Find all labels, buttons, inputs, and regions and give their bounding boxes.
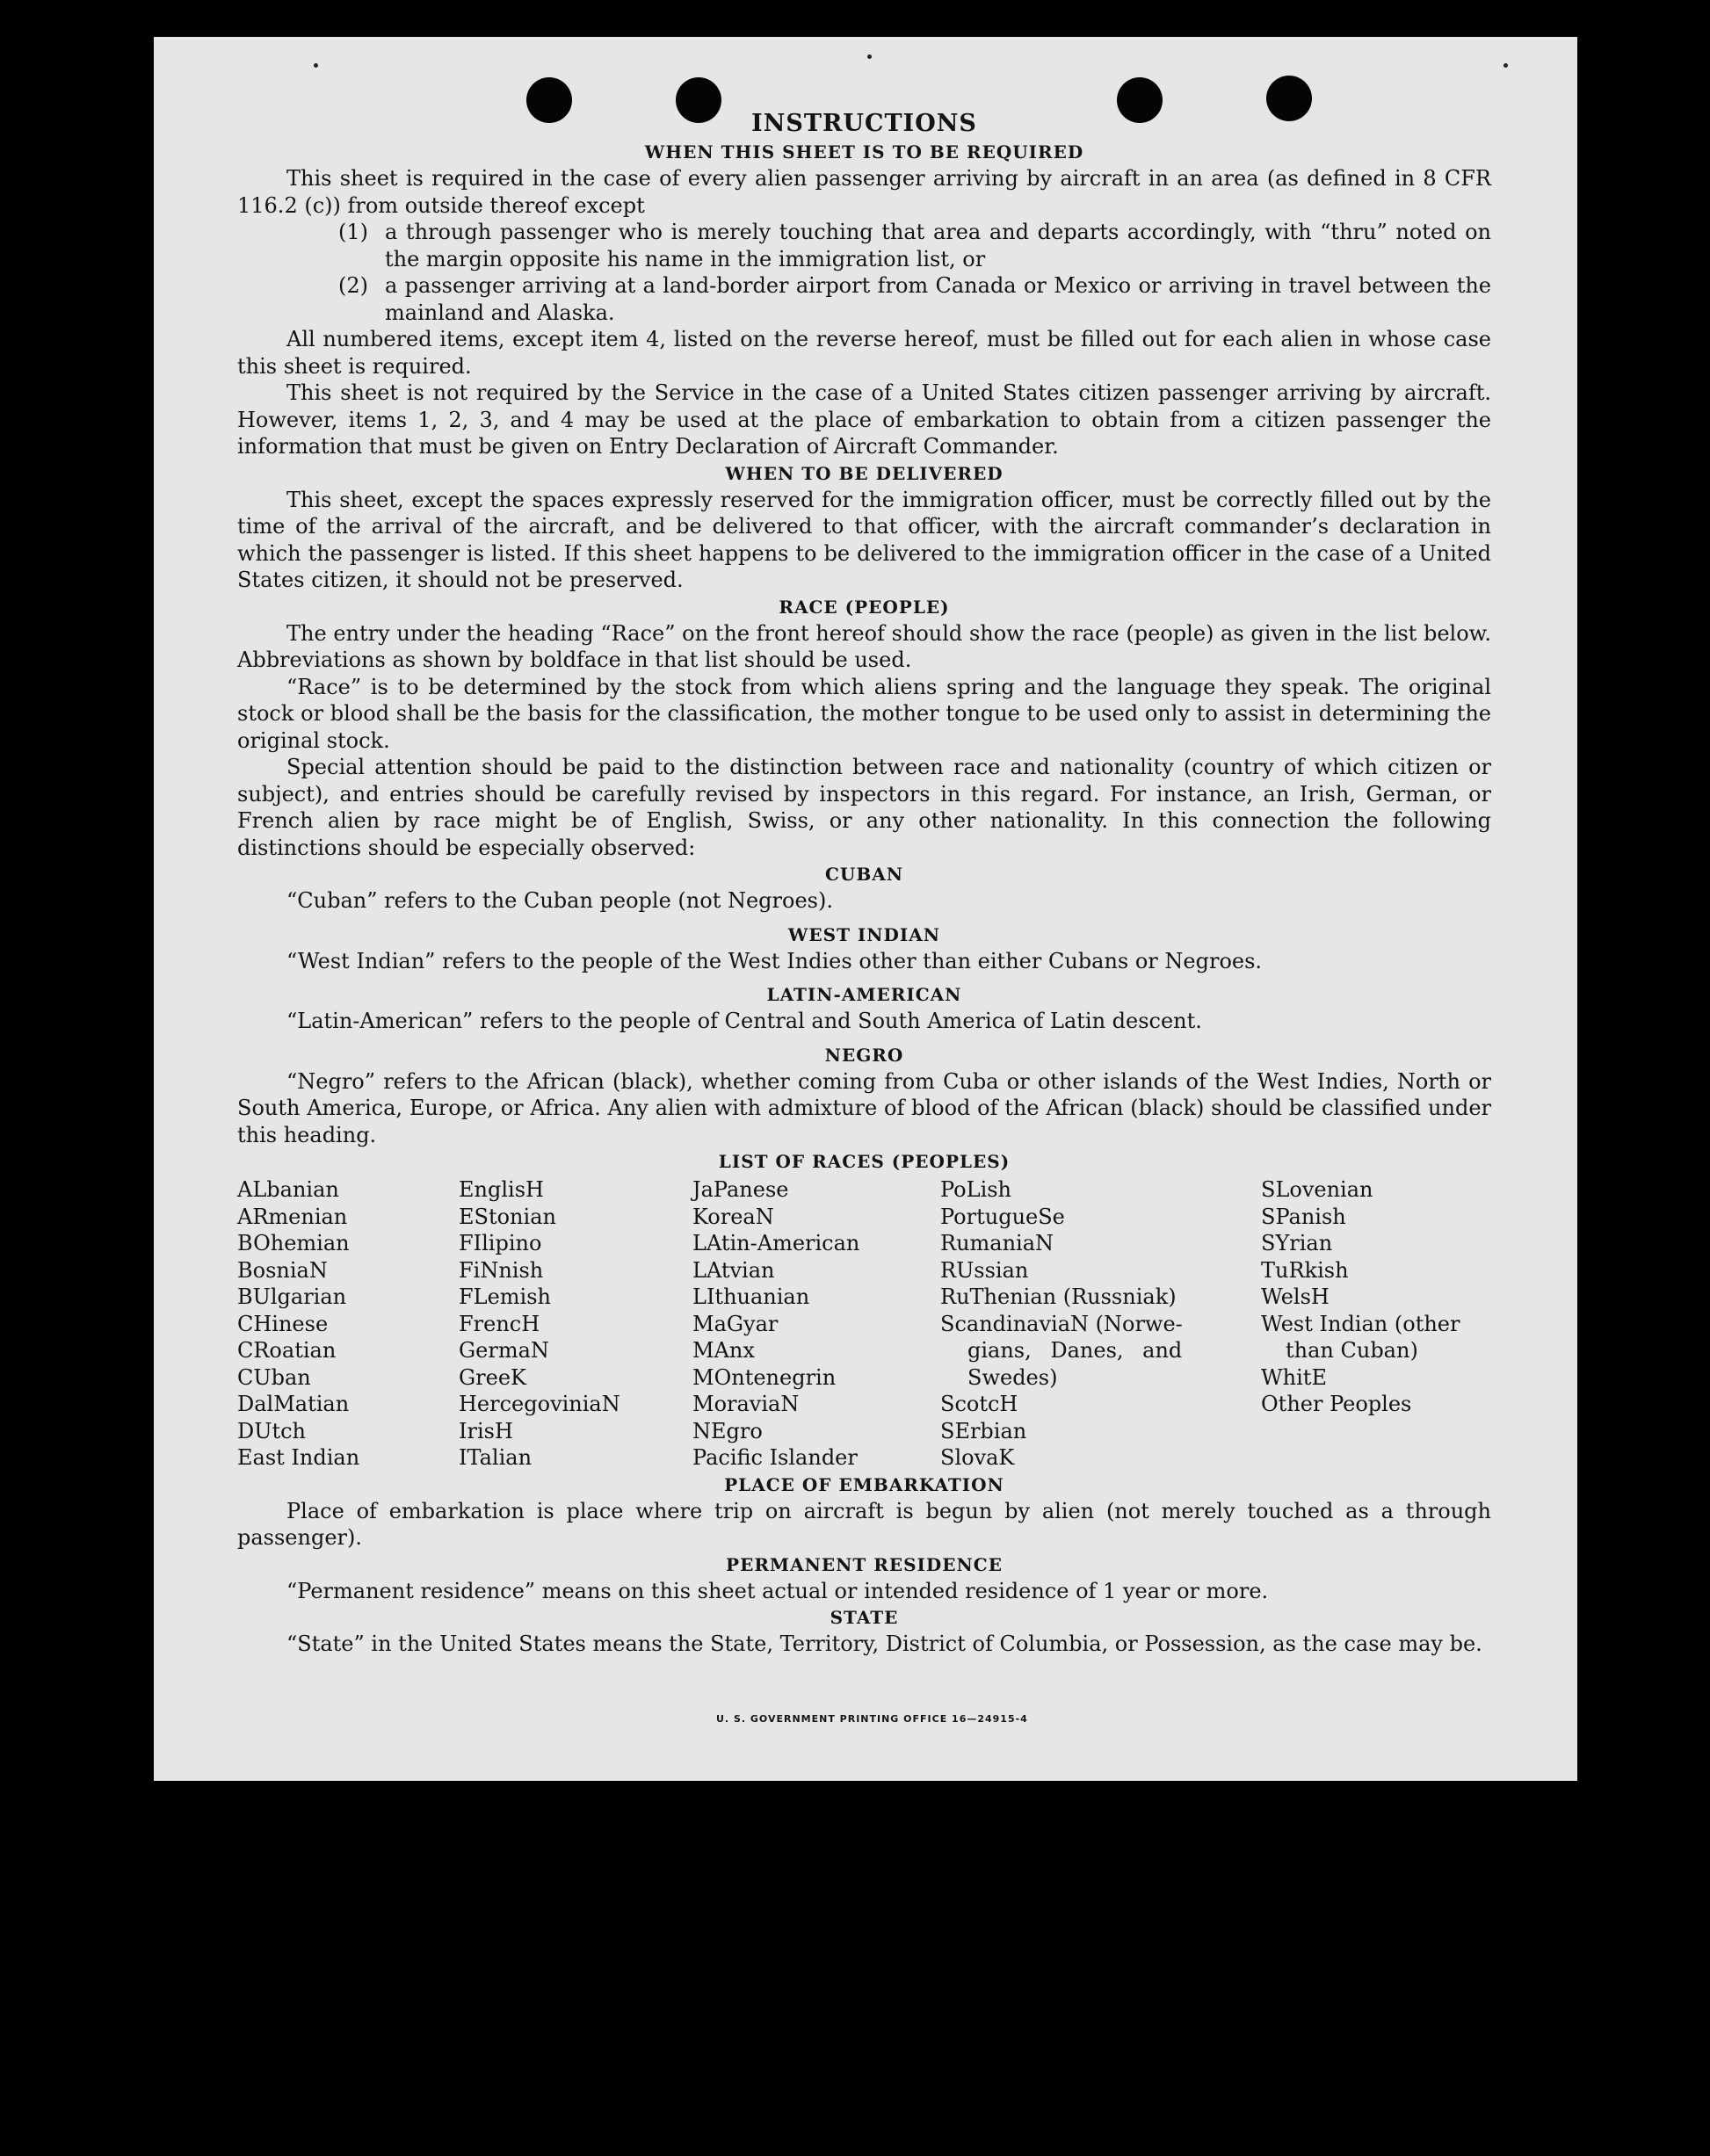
- race-entry: ITalian: [459, 1445, 533, 1470]
- page-title: INSTRUCTIONS: [751, 110, 977, 137]
- race-entry: WhitE: [1261, 1364, 1327, 1390]
- race-entry: ARmenian: [237, 1204, 348, 1229]
- race-entry: WelsH: [1261, 1284, 1330, 1309]
- heading-delivered: WHEN TO BE DELIVERED: [725, 462, 1004, 484]
- races-list: [237, 1176, 1491, 1472]
- races-column-3: [692, 1176, 940, 1472]
- race-entry: SYrian: [1261, 1231, 1333, 1255]
- heading-latin-american: LATIN-AMERICAN: [766, 984, 962, 1005]
- heading-embarkation: PLACE OF EMBARKATION: [724, 1473, 1004, 1495]
- races-column-4: [940, 1176, 1261, 1472]
- embarkation-para: Place of embarkation is place where trip on aircraft is begun by alien (not merely touched as a through passenger).: [237, 1498, 1491, 1550]
- west-indian-para: “West Indian” refers to the people of the West Indies other than either Cubans or Negroes.: [286, 948, 1263, 973]
- race-entry: TuRkish: [1261, 1257, 1349, 1283]
- race-entry: CRoatian: [237, 1338, 337, 1363]
- race-entry: CHinese: [237, 1311, 329, 1336]
- race-entry: SErbian: [940, 1418, 1027, 1443]
- printer-imprint: U. S. GOVERNMENT PRINTING OFFICE 16—24915-4: [716, 1713, 1028, 1725]
- races-column-2: [459, 1176, 692, 1472]
- cuban-para: “Cuban” refers to the Cuban people (not Negroes).: [286, 888, 833, 913]
- dust-speck: [867, 54, 872, 59]
- latin-american-para: “Latin-American” refers to the people of Central and South America of Latin descent.: [286, 1009, 1202, 1033]
- race-entry: MAnx: [692, 1338, 755, 1363]
- item-text: a passenger arriving at a land-border airport from Canada or Mexico or arriving in travel between the mainland and Alaska.: [385, 273, 1491, 325]
- race-entry: East Indian: [237, 1445, 360, 1470]
- dust-speck: [314, 63, 318, 68]
- race-entry: West Indian (other: [1261, 1311, 1460, 1336]
- race-entry: Other Peoples: [1261, 1392, 1412, 1416]
- race-entry: ALbanian: [237, 1177, 339, 1202]
- heading-required: WHEN THIS SHEET IS TO BE REQUIRED: [644, 141, 1084, 163]
- race-entry: RUssian: [940, 1257, 1029, 1283]
- race-entry: HercegoviniaN: [459, 1392, 620, 1416]
- race-entry: MaGyar: [692, 1311, 779, 1336]
- heading-cuban: CUBAN: [824, 864, 904, 885]
- race-entry: LAtvian: [692, 1257, 775, 1283]
- race-entry: SlovaK: [940, 1445, 1015, 1470]
- heading-race: RACE (PEOPLE): [779, 596, 950, 618]
- instructions-body: [237, 109, 1491, 1658]
- residence-para: “Permanent residence” means on this sheet actual or intended residence of 1 year or more.: [286, 1578, 1269, 1603]
- required-intro: This sheet is required in the case of every alien passenger arriving by aircraft in an area (as defined in 8 CFR 116.2 (c)) from outside thereof except: [237, 166, 1491, 218]
- exception-item-2: [237, 272, 1491, 326]
- document-sheet: [154, 37, 1577, 1781]
- heading-list-of-races: LIST OF RACES (PEOPLES): [718, 1151, 1011, 1172]
- race-para-2: “Race” is to be determined by the stock from which aliens spring and the language they speak. The original stock or blood shall be the basis for the classification, the mother tongue to be used only to assist in determining the original stock.: [237, 674, 1491, 753]
- race-entry: Pacific Islander: [692, 1445, 858, 1470]
- race-entry: PoLish: [940, 1177, 1012, 1202]
- race-entry: FIlipino: [459, 1231, 542, 1255]
- race-entry: DalMatian: [237, 1392, 350, 1416]
- item-number: (2): [338, 273, 368, 298]
- race-entry: NEgro: [692, 1418, 763, 1443]
- race-entry-continuation: gians, Danes, and: [967, 1338, 1183, 1363]
- race-entry: PortugueSe: [940, 1204, 1065, 1229]
- exception-item-1: [237, 219, 1491, 272]
- race-entry: ScandinaviaN (Norwe-: [940, 1311, 1183, 1336]
- race-entry: LIthuanian: [692, 1284, 810, 1309]
- race-entry: MOntenegrin: [692, 1364, 837, 1390]
- race-entry: ScotcH: [940, 1392, 1018, 1416]
- race-entry: MoraviaN: [692, 1392, 800, 1416]
- race-entry: SPanish: [1261, 1204, 1346, 1229]
- negro-para: “Negro” refers to the African (black), whether coming from Cuba or other islands of the West Indies, North or South America, Europe, or Africa. Any alien with admixture of blood of the African (black) should be classified under this heading.: [237, 1068, 1491, 1147]
- race-entry: BosniaN: [237, 1257, 328, 1283]
- races-column-5: [1261, 1176, 1491, 1472]
- race-entry-continuation: Swedes): [967, 1364, 1058, 1390]
- item-number: (1): [338, 220, 368, 244]
- delivered-para: This sheet, except the spaces expressly reserved for the immigration officer, must be correctly filled out by the time of the arrival of the aircraft, and be delivered to that officer, with the aircraft commander’s declaration in which the passenger is listed. If this sheet happens to be delivered to the immigration officer in the case of a United States citizen, it should not be preserved.: [237, 487, 1491, 592]
- race-entry: RuThenian (Russniak): [940, 1284, 1177, 1309]
- heading-residence: PERMANENT RESIDENCE: [726, 1553, 1003, 1575]
- state-para: “State” in the United States means the State, Territory, District of Columbia, or Possession, as the case may be.: [286, 1631, 1482, 1656]
- race-para-1: The entry under the heading “Race” on the front hereof should show the race (people) as given in the list below. Abbreviations as shown by boldface in that list should be used.: [237, 620, 1491, 672]
- race-entry: EStonian: [459, 1204, 556, 1229]
- race-entry: RumaniaN: [940, 1231, 1054, 1255]
- race-entry: FLemish: [459, 1284, 551, 1309]
- race-entry: JaPanese: [692, 1177, 789, 1202]
- race-entry: DUtch: [237, 1418, 307, 1443]
- required-para-2: All numbered items, except item 4, listed on the reverse hereof, must be filled out for each alien in whose case this sheet is required.: [237, 327, 1491, 379]
- race-entry: KoreaN: [692, 1204, 774, 1229]
- heading-state: STATE: [830, 1607, 899, 1628]
- heading-west-indian: WEST INDIAN: [787, 923, 941, 945]
- dust-speck: [1503, 63, 1508, 68]
- heading-negro: NEGRO: [824, 1044, 904, 1066]
- race-entry-continuation: than Cuban): [1286, 1338, 1418, 1363]
- race-entry: BUlgarian: [237, 1284, 347, 1309]
- race-entry: BOhemian: [237, 1231, 350, 1255]
- race-entry: SLovenian: [1261, 1177, 1373, 1202]
- item-text: a through passenger who is merely touching that area and departs accordingly, with “thru” noted on the margin opposite his name in the immigration list, or: [385, 220, 1491, 271]
- race-entry: GreeK: [459, 1364, 526, 1390]
- races-column-1: [237, 1176, 459, 1472]
- race-entry: GermaN: [459, 1338, 549, 1363]
- race-entry: IrisH: [459, 1418, 513, 1443]
- race-entry: EnglisH: [459, 1177, 544, 1202]
- race-entry: LAtin-American: [692, 1231, 860, 1255]
- required-para-3: This sheet is not required by the Service in the case of a United States citizen passenger arriving by aircraft. However, items 1, 2, 3, and 4 may be used at the place of embarkation to obtain from a citizen passenger the information that must be given on Entry Declaration of Aircraft Commander.: [237, 380, 1491, 459]
- race-entry: CUban: [237, 1364, 311, 1390]
- race-entry: FrencH: [459, 1311, 540, 1336]
- race-para-3: Special attention should be paid to the distinction between race and nationality (country of which citizen or subject), and entries should be carefully revised by inspectors in this regard. For instance, an Irish, German, or French alien by race might be of English, Swiss, or any other nationality. In this connection the following distinctions should be especially observed:: [237, 755, 1491, 860]
- race-entry: FiNnish: [459, 1257, 544, 1283]
